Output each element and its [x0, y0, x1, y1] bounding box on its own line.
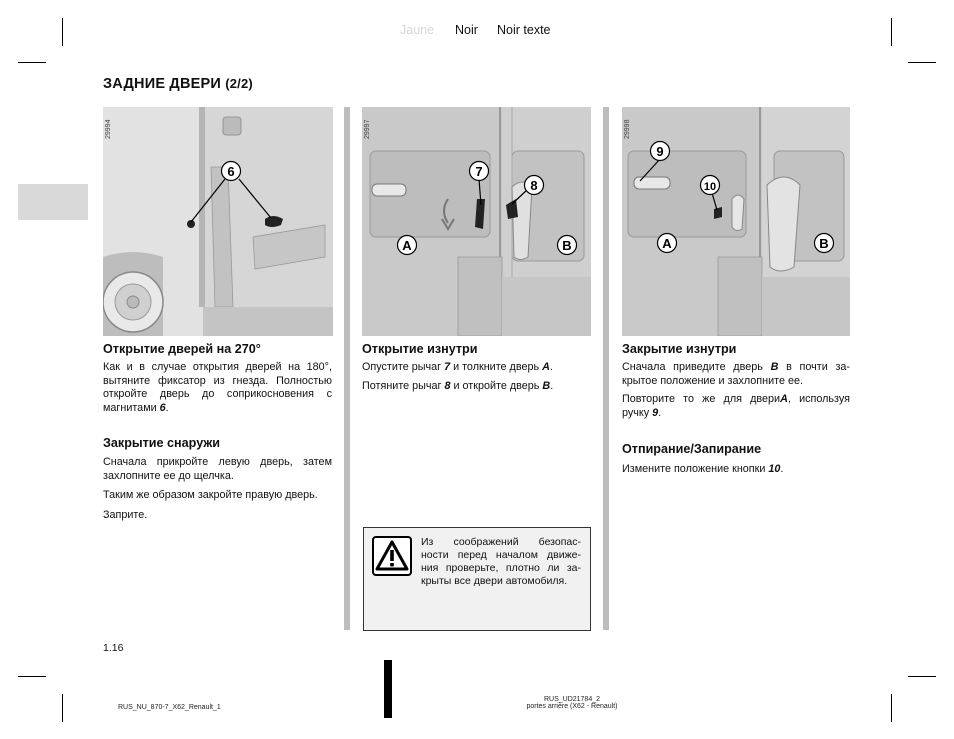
- paragraph-close-right: Таким же образом закройте правую дверь.: [103, 489, 318, 501]
- text-span: ручку: [622, 406, 653, 419]
- ref-number: 9: [652, 406, 659, 419]
- center-registration-bar: [384, 660, 392, 718]
- text-span: .: [658, 406, 662, 419]
- paragraph-open-270: [103, 361, 332, 415]
- svg-text:8: 8: [530, 178, 538, 193]
- text-span: .: [549, 361, 553, 373]
- svg-text:B: B: [562, 238, 572, 253]
- text-line: [622, 361, 850, 375]
- ref-number: 6: [159, 401, 166, 414]
- text-line: крытое положение и захлопните ее.: [622, 374, 803, 387]
- text-line: откройте дверь до соприкосновения с: [103, 388, 332, 401]
- paragraph-close-inside-1: [622, 361, 850, 388]
- figure-code: 29994: [105, 119, 112, 139]
- svg-text:9: 9: [656, 144, 664, 159]
- crop-mark: [908, 62, 936, 63]
- text-line: вытяните фиксатор из гнезда. Полностью: [103, 374, 332, 387]
- text-span: Повторите то же для двери: [622, 393, 781, 405]
- header-color-noir: Noir: [455, 23, 478, 37]
- callout-10: [701, 176, 720, 195]
- callout-b: [815, 234, 834, 253]
- text-span: магнитами: [103, 401, 160, 414]
- svg-text:B: B: [819, 236, 829, 251]
- heading-close-outside: Закрытие снаружи: [103, 436, 221, 450]
- column-bar: [344, 107, 350, 630]
- text-span: в почти за-: [778, 361, 850, 373]
- paragraph-close-inside-2: [622, 393, 850, 420]
- paragraph-lock-unlock: [622, 463, 850, 477]
- ref-letter: B: [770, 361, 779, 373]
- paragraph-open-inside-1: [362, 361, 591, 375]
- text-span: и откройте дверь: [450, 380, 543, 392]
- figure-code: 29997: [364, 119, 371, 139]
- footer-right-line1: RUS_UD21784_2: [543, 696, 601, 703]
- ref-letter: A: [780, 393, 788, 405]
- text-line: Как и в случае открытия дверей на 180°,: [103, 361, 332, 373]
- heading-lock-unlock: Отпирание/Запирание: [622, 442, 762, 456]
- ref-number: 7: [444, 361, 451, 373]
- text-span: Измените положение кнопки: [622, 463, 769, 475]
- figure-exterior-doors: [103, 107, 333, 336]
- crop-mark: [891, 694, 892, 722]
- paragraph-open-inside-2: [362, 380, 591, 394]
- heading-open-inside: Открытие изнутри: [362, 342, 478, 356]
- warning-triangle-icon: [372, 536, 412, 576]
- text-line: [622, 393, 850, 407]
- text-line: Сначала прикройте левую дверь, затем: [103, 456, 332, 468]
- text-line: захлопните ее до щелчка.: [103, 469, 234, 482]
- figure-open-inside: [362, 107, 591, 336]
- text-span: .: [550, 380, 554, 392]
- ref-letter: A: [542, 361, 550, 373]
- ref-number: 10: [768, 463, 781, 475]
- page-title-main: ЗАДНИЕ ДВЕРИ: [103, 76, 221, 92]
- crop-mark: [62, 18, 63, 46]
- paragraph-lock: Заприте.: [103, 509, 148, 521]
- page-number: 1.16: [103, 642, 124, 654]
- text-span: Потяните рычаг: [362, 380, 445, 392]
- ref-number: 8: [444, 380, 451, 392]
- text-span: .: [780, 463, 784, 475]
- column-bar: [603, 107, 609, 630]
- text-line: крыты все двери автомобиля.: [421, 575, 568, 587]
- section-thumb-tab: [18, 184, 88, 220]
- footer-left: RUS_NU_870-7_X62_Renault_1: [118, 704, 221, 711]
- page-title: [103, 76, 253, 92]
- text-line: [103, 402, 332, 416]
- header-color-noir-texte: Noir texte: [497, 23, 551, 37]
- text-span: Сначала приведите дверь: [622, 361, 771, 373]
- heading-close-inside: Закрытие изнутри: [622, 342, 737, 356]
- text-line: Из соображений безопас-: [421, 536, 581, 548]
- ref-letter: B: [542, 380, 551, 392]
- crop-mark: [18, 62, 46, 63]
- svg-text:A: A: [402, 238, 412, 253]
- footer-right: [512, 696, 632, 710]
- text-line: [622, 407, 850, 421]
- crop-mark: [891, 18, 892, 46]
- callout-a: [658, 234, 677, 253]
- svg-text:10: 10: [703, 181, 717, 193]
- header-color-jaune: Jaune: [400, 23, 435, 37]
- callout-6: [222, 162, 241, 181]
- warning-box: [363, 527, 591, 631]
- warning-text: [421, 536, 581, 588]
- callout-9: [651, 142, 670, 161]
- crop-mark: [62, 694, 63, 722]
- text-span: Опустите рычаг: [362, 361, 445, 373]
- callout-b: [558, 236, 577, 255]
- paragraph-close-outside: [103, 456, 332, 483]
- text-span: и толкните дверь: [450, 361, 543, 373]
- callout-8: [525, 176, 544, 195]
- text-span: .: [165, 401, 169, 414]
- footer-right-line2: portes arrière (X62 - Renault): [526, 703, 618, 710]
- text-line: ности перед началом движе-: [421, 549, 581, 561]
- page-title-part: (2/2): [225, 76, 253, 91]
- svg-text:6: 6: [227, 164, 235, 179]
- text-span: , используя: [787, 393, 850, 405]
- crop-mark: [18, 676, 46, 677]
- figure-code: 29998: [624, 119, 631, 139]
- svg-text:A: A: [662, 236, 672, 251]
- heading-open-270: Открытие дверей на 270°: [103, 342, 261, 356]
- text-line: ния проверьте, плотно ли за-: [421, 562, 581, 574]
- callout-a: [398, 236, 417, 255]
- crop-mark: [908, 676, 936, 677]
- figure-close-inside: [622, 107, 850, 336]
- svg-text:7: 7: [475, 164, 483, 179]
- callout-7: [470, 162, 489, 181]
